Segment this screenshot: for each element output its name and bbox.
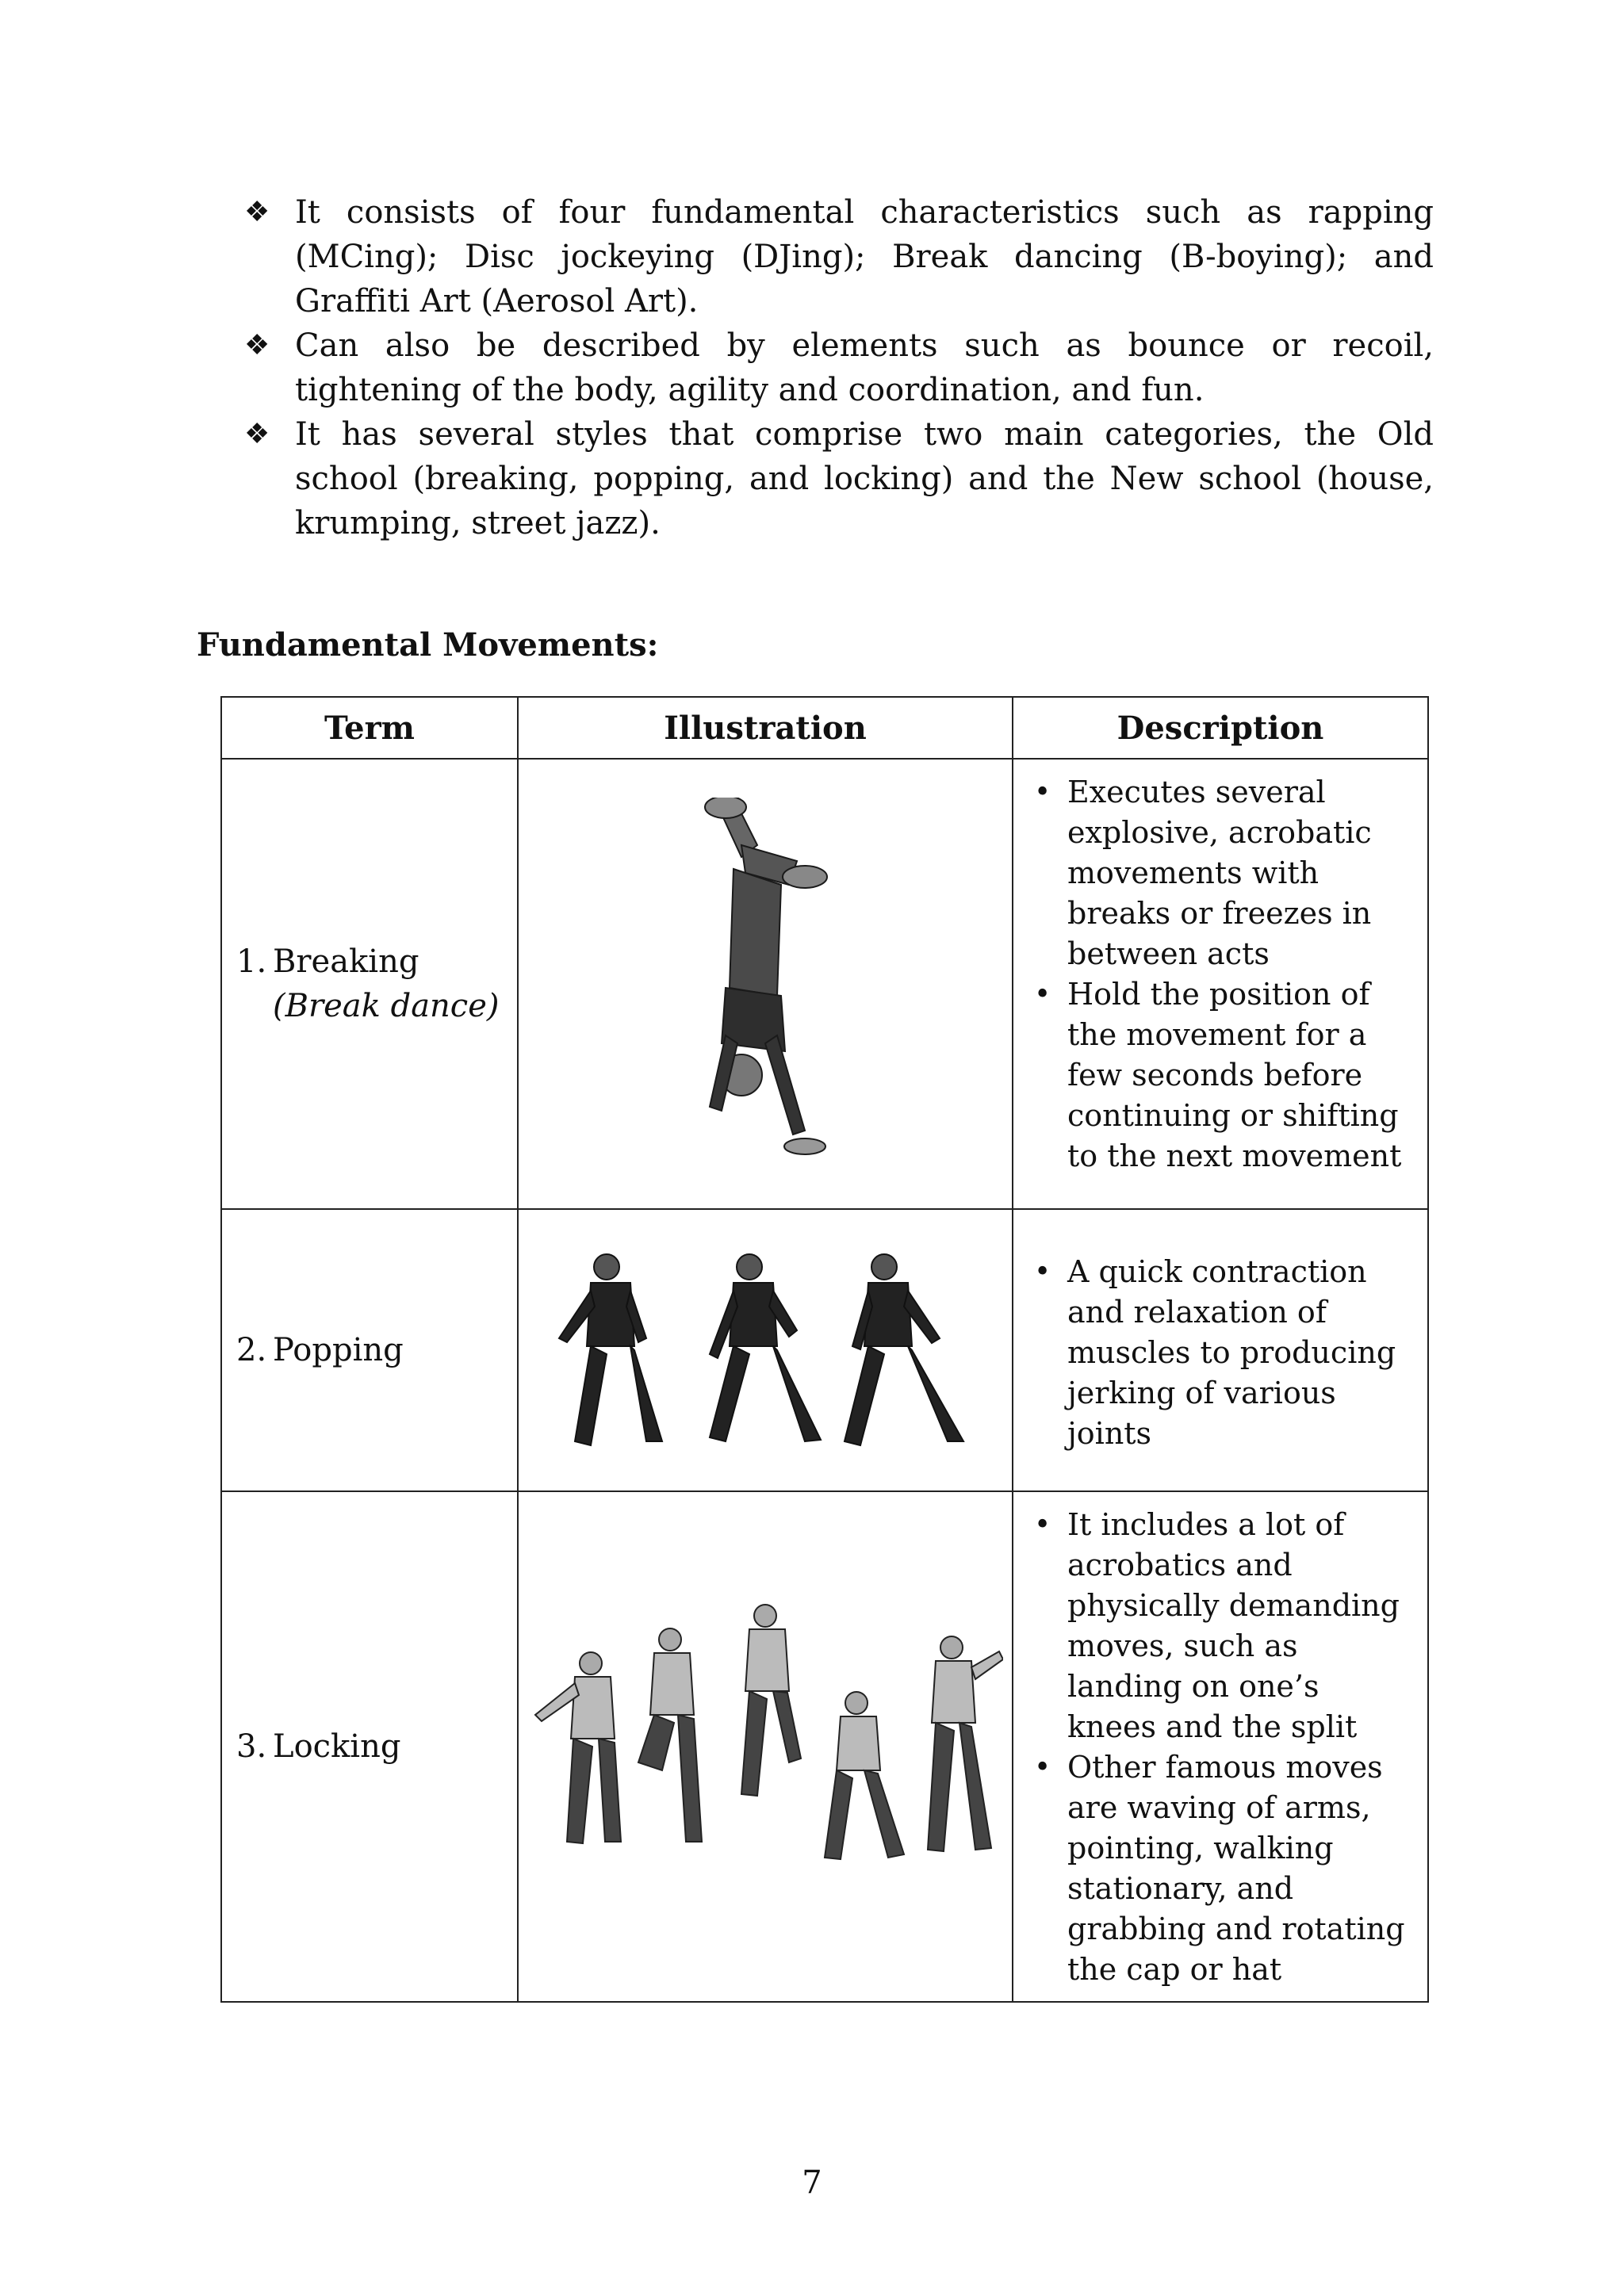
diamond-bullet-icon: ❖ <box>244 196 270 228</box>
table-row <box>221 759 1428 1209</box>
fundamental-movements-table <box>220 696 1429 2003</box>
locking-dancers-image <box>527 1604 1003 1889</box>
diamond-bullet-icon: ❖ <box>244 329 270 362</box>
description-cell <box>1013 759 1428 1209</box>
intro-bullet <box>244 190 1434 323</box>
header-term: Term <box>221 697 518 759</box>
illustration-cell <box>518 1491 1013 2002</box>
intro-bullet-list <box>244 190 1434 545</box>
intro-bullet <box>244 412 1434 545</box>
section-title: Fundamental Movements: <box>197 626 659 664</box>
description-item: • A quick contraction and relaxation of muscles to producing jerking of various joints <box>1025 1252 1416 1454</box>
illustration-cell <box>518 759 1013 1209</box>
description-list <box>1025 1252 1416 1454</box>
breakdancer-freeze-image <box>686 798 845 1170</box>
description-item: • It includes a lot of acrobatics and physically demanding moves, such as landing on one’s knees and the split <box>1025 1505 1416 1747</box>
table-row <box>221 1491 1428 2002</box>
term-number: 2. <box>236 1332 267 1368</box>
term-label: Popping <box>273 1332 404 1368</box>
intro-bullet <box>244 323 1434 412</box>
term-number: 1. <box>236 943 267 980</box>
diamond-bullet-icon: ❖ <box>244 418 270 450</box>
description-list <box>1025 1505 1416 1990</box>
description-list <box>1025 772 1416 1177</box>
header-illustration: Illustration <box>518 697 1013 759</box>
term-label: Locking <box>273 1728 401 1765</box>
term-cell <box>221 759 518 1209</box>
popping-dancers-image <box>543 1243 987 1457</box>
term-cell <box>221 1209 518 1491</box>
description-item: • Other famous moves are waving of arms, pointing, walking stationary, and grabbing and rotating the cap or hat <box>1025 1747 1416 1990</box>
header-description: Description <box>1013 697 1428 759</box>
term-label: Breaking <box>273 943 419 980</box>
description-cell <box>1013 1209 1428 1491</box>
term-cell <box>221 1491 518 2002</box>
term-number: 3. <box>236 1728 267 1765</box>
table-row <box>221 1209 1428 1491</box>
page-number: 7 <box>802 2164 822 2201</box>
intro-bullet-text: It consists of four fundamental characteristics such as rapping (MCing); Disc jockeying (DJing); Break dancing (B-boying); and Graffiti Art (Aerosol Art). <box>295 194 1434 320</box>
term-subtitle: (Break dance) <box>273 988 500 1024</box>
description-item: • Hold the position of the movement for a few seconds before continuing or shifting to the next movement <box>1025 974 1416 1177</box>
table-header-row <box>221 697 1428 759</box>
intro-bullet-text: It has several styles that comprise two main categories, the Old school (breaking, popping, and locking) and the New school (house, krumping, street jazz). <box>295 416 1434 541</box>
intro-bullet-text: Can also be described by elements such as bounce or recoil, tightening of the body, agility and coordination, and fun. <box>295 327 1434 408</box>
description-item: • Executes several explosive, acrobatic movements with breaks or freezes in between acts <box>1025 772 1416 974</box>
description-cell <box>1013 1491 1428 2002</box>
illustration-cell <box>518 1209 1013 1491</box>
